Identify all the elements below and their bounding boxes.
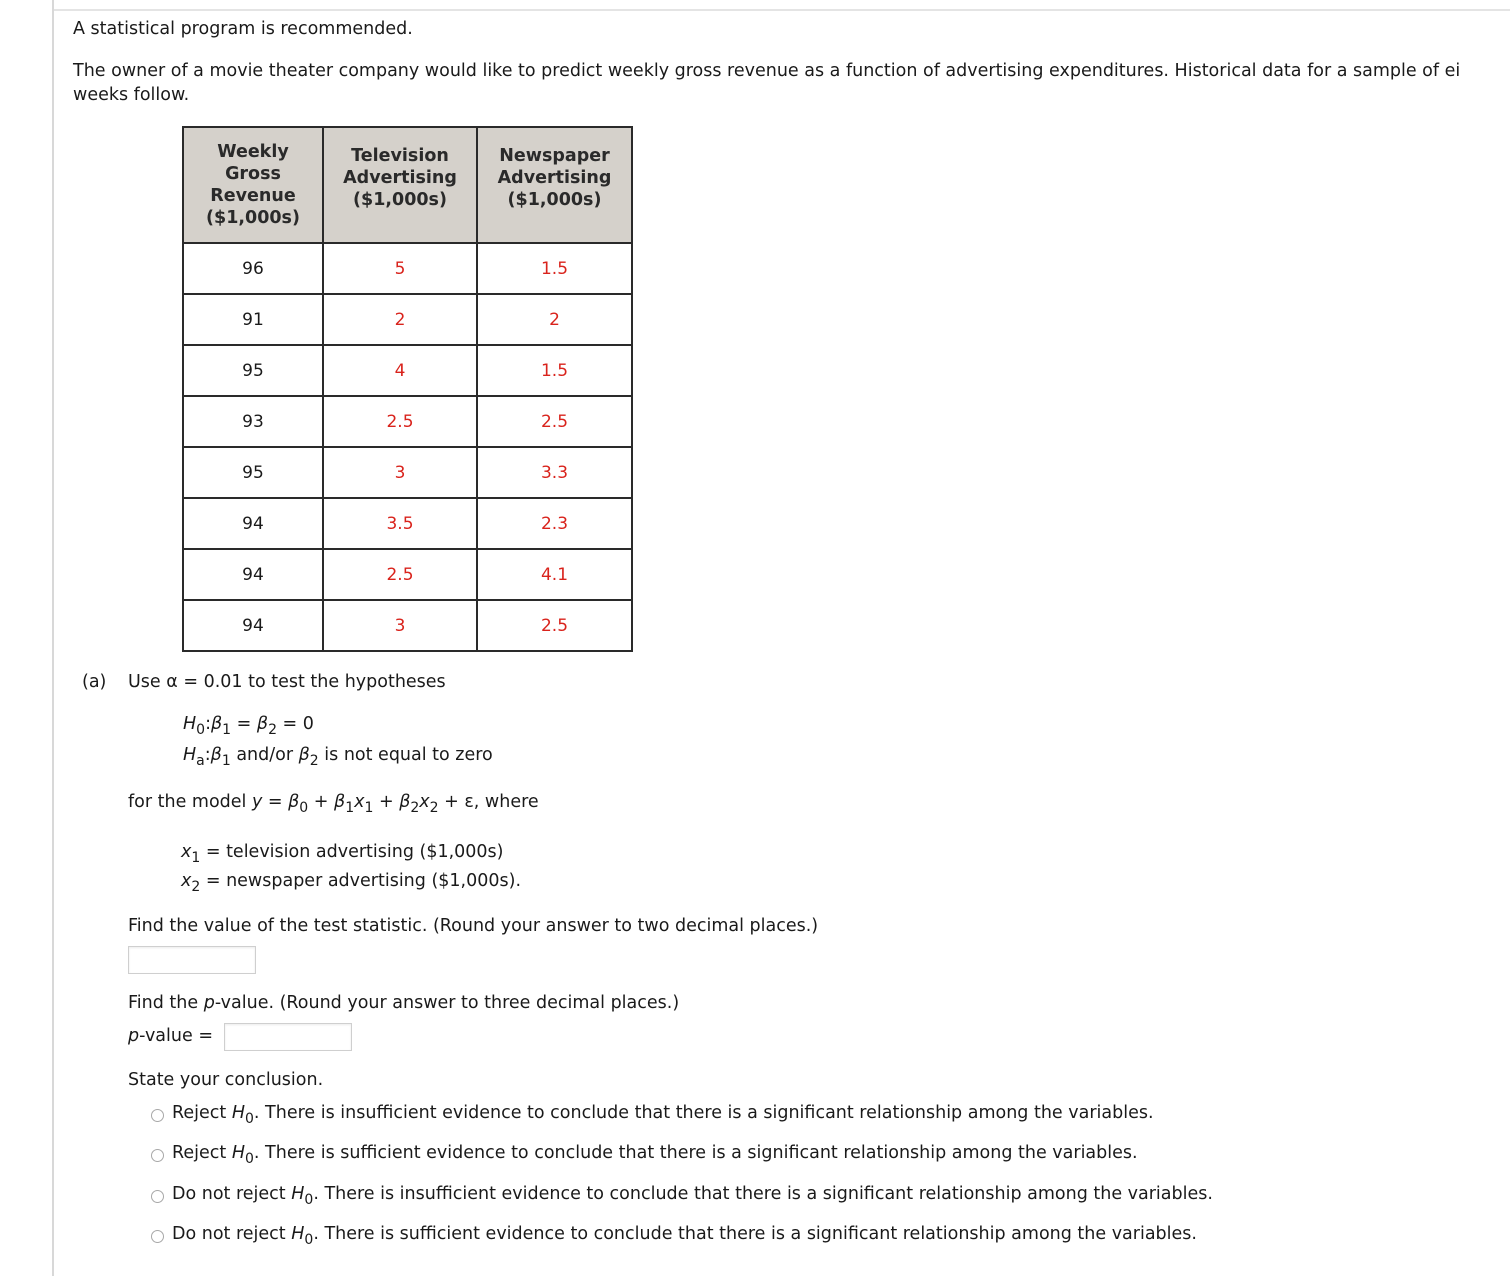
- tv-cell: 2.5: [323, 396, 477, 447]
- header-line: Advertising: [497, 168, 612, 188]
- table-row: [183, 294, 632, 345]
- newspaper-cell: 2.5: [477, 396, 632, 447]
- header-line: Television: [351, 146, 449, 166]
- header-line: ($1,000s): [206, 208, 300, 228]
- table-header-row: [183, 127, 632, 243]
- top-divider: [54, 9, 1510, 11]
- table-row: [183, 447, 632, 498]
- conclusion-radio-1[interactable]: [151, 1109, 164, 1122]
- table-row: [183, 498, 632, 549]
- conclusion-option-4[interactable]: Do not reject $H_0$. There is sufficient evidence to conclude that there is a significant relationship among the variables.: [172, 1224, 1197, 1248]
- table-row: [183, 549, 632, 600]
- newspaper-cell: 4.1: [477, 549, 632, 600]
- header-line: Revenue: [210, 186, 296, 206]
- header-line: Advertising: [343, 168, 457, 188]
- newspaper-cell: 2.3: [477, 498, 632, 549]
- part-a-label: (a): [82, 672, 107, 692]
- header-newspaper-advertising: [477, 127, 632, 243]
- tv-cell: 4: [323, 345, 477, 396]
- pvalue-prompt: Find the p-value. (Round your answer to three decimal places.): [128, 993, 680, 1013]
- conclusion-radio-4[interactable]: [151, 1230, 164, 1243]
- revenue-cell: 95: [183, 447, 323, 498]
- newspaper-cell: 2: [477, 294, 632, 345]
- tv-cell: 5: [323, 243, 477, 294]
- x1-definition: $x_1$ = television advertising ($1,000s): [181, 842, 504, 866]
- table-row: [183, 243, 632, 294]
- header-weekly-gross-revenue: [183, 127, 323, 243]
- pvalue-input[interactable]: [224, 1023, 352, 1051]
- tv-cell: 2.5: [323, 549, 477, 600]
- tv-cell: 2: [323, 294, 477, 345]
- recommend-text: A statistical program is recommended.: [73, 19, 413, 39]
- data-table: [182, 126, 633, 652]
- header-line: ($1,000s): [353, 190, 447, 210]
- tv-cell: 3: [323, 600, 477, 651]
- table-row: [183, 600, 632, 651]
- test-statistic-input[interactable]: [128, 946, 256, 974]
- header-line: Weekly: [217, 142, 289, 162]
- revenue-cell: 94: [183, 498, 323, 549]
- part-a-use-alpha: Use α = 0.01 to test the hypotheses: [128, 672, 446, 692]
- null-hypothesis: $H_0:\beta_1 = \beta_2 = 0$: [183, 714, 314, 738]
- conclusion-option-2[interactable]: Reject $H_0$. There is sufficient evidence to conclude that there is a significant relationship among the variables.: [172, 1143, 1138, 1167]
- test-statistic-prompt: Find the value of the test statistic. (Round your answer to two decimal places.): [128, 916, 819, 936]
- table-row: [183, 345, 632, 396]
- alternative-hypothesis: $H_a:\beta_1$ and/or $\beta_2$ is not equal to zero: [183, 745, 493, 769]
- revenue-cell: 94: [183, 549, 323, 600]
- newspaper-cell: 1.5: [477, 345, 632, 396]
- newspaper-cell: 1.5: [477, 243, 632, 294]
- problem-description-line2: weeks follow.: [73, 85, 190, 105]
- conclusion-radio-3[interactable]: [151, 1190, 164, 1203]
- header-line: Gross: [225, 164, 281, 184]
- conclusion-option-1[interactable]: Reject $H_0$. There is insufficient evidence to conclude that there is a significant relationship among the variables.: [172, 1103, 1154, 1127]
- pvalue-label: p-value =: [128, 1026, 213, 1046]
- header-line: ($1,000s): [507, 190, 602, 210]
- tv-cell: 3.5: [323, 498, 477, 549]
- header-television-advertising: [323, 127, 477, 243]
- conclusion-radio-2[interactable]: [151, 1149, 164, 1162]
- revenue-cell: 96: [183, 243, 323, 294]
- newspaper-cell: 2.5: [477, 600, 632, 651]
- revenue-cell: 94: [183, 600, 323, 651]
- conclusion-option-3[interactable]: Do not reject $H_0$. There is insufficient evidence to conclude that there is a significant relationship among the variables.: [172, 1184, 1213, 1208]
- newspaper-cell: 3.3: [477, 447, 632, 498]
- tv-cell: 3: [323, 447, 477, 498]
- revenue-cell: 91: [183, 294, 323, 345]
- revenue-cell: 95: [183, 345, 323, 396]
- header-line: Newspaper: [499, 146, 610, 166]
- conclusion-prompt: State your conclusion.: [128, 1070, 324, 1090]
- x2-definition: $x_2$ = newspaper advertising ($1,000s).: [181, 871, 522, 895]
- left-divider: [52, 0, 54, 1276]
- table-row: [183, 396, 632, 447]
- problem-description-line1: The owner of a movie theater company would like to predict weekly gross revenue as a function of advertising expenditures. Historical data for a sample of ei: [73, 61, 1461, 81]
- model-equation: for the model $y = \beta_0 + \beta_1x_1 + \beta_2x_2 + \varepsilon$, where: [128, 792, 539, 816]
- revenue-cell: 93: [183, 396, 323, 447]
